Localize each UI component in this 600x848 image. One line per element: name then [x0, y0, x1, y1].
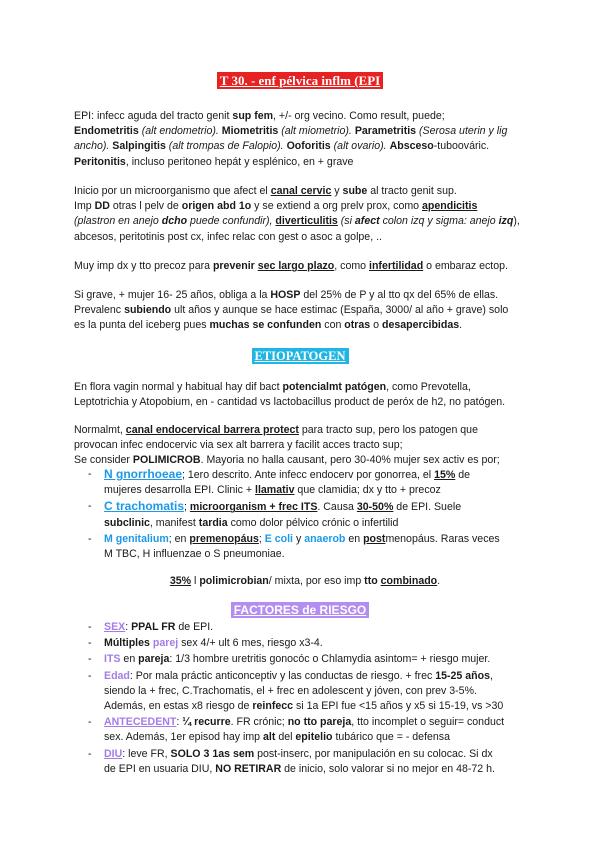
prevenir-paragraph: Muy imp dx y tto precoz para prevenir sec largo plazo, como infertilidad o embaraz ectop. [74, 260, 508, 272]
list-item: - ANTECEDENT: ¼ recurre. FR crónic; no tto pareja, tto incomplet o seguir= conduct sex. Además, 1er episod hay imp alt del epitelio tubárico que = - defensa [88, 716, 505, 744]
flora-paragraph: En flora vagin normal y habitual hay dif bact potencialmt patógen, como Prevotella, Leptotrichia y Atopobium, en - cantidad vs lactobacillus product de peróx de h2, no patógen. [74, 381, 506, 409]
list-item: - DIU: leve FR, SOLO 3 1as sem post-inserc, por manipulación en su colocac. Si dx de EPI en usuaria DIU, NO RETIRAR de inicio, solo valorar si no mejor en 48-72 h. [88, 747, 495, 775]
list-item: - Múltiples parej sex 4/+ ult 6 mes, riesgo x3-4. [88, 637, 323, 650]
inicio-paragraph: Inicio por un microorganismo que afect el canal cervic y sube al tracto genit sup. Imp DD otras l pelv de origen abd 1o y se extiend a org prelv prox, como apendicitis (plastron en anejo dcho puede confundir), diverticulitis (si afect colon izq y sigma: anejo izq), abcesos, peritotinis post cx, infec relac con gest o asoc a golpe, .. [74, 185, 520, 243]
list-item: - SEX: PPAL FR de EPI. [88, 621, 214, 633]
section-etiopatogen [0, 347, 600, 365]
title-row [0, 72, 600, 90]
list-item: - M genitalium; en premenopáus; E coli y anaerob en postmenopáus. Raras veces M TBC, H influenzae o S pneumoniae. [88, 532, 500, 561]
normal-paragraph: Normalmt, canal endocervical barrera protect para tracto sup, pero los patogen que provocan infec endocervic via sex alt barrera y facilit acces tracto sup; Se consider POLIMICROB. Mayoria no halla causant, pero 30-40% mujer sex activ es por; [74, 424, 500, 467]
section-title: FACTORES de RIESGO [231, 602, 369, 618]
list-item: - N gnorrhoeae; 1ero descrito. Ante infecc endocerv por gonorrea, el 15% de mujeres desarrolla EPI. Clinic + llamativ que clamidia; dx y tto + precoz [88, 467, 470, 497]
intro-paragraph: EPI: infecc aguda del tracto genit sup fem, +/- org vecino. Como result, puede; Endometritis (alt endometrio). Miometritis (alt miometrio). Parametritis (Serosa uterin y lig ancho). Salpingitis (alt trompas de Falopio). Ooforitis (alt ovario). Absceso-tuboováric. Peritonitis, incluso peritoneo hepát y esplénico, en + grave [74, 110, 508, 168]
page-title: T 30. - enf pélvica inflm (EPI [217, 72, 383, 89]
section-title: ETIOPATOGEN [252, 348, 349, 364]
grave-paragraph: Si grave, + mujer 16- 25 años, obliga a la HOSP del 25% de P y al tto qx del 65% de ellas. Prevalenc subiendo ult años y aunque se hace estimac (España, 3000/ al año + grave) solo es la punta del iceberg pues muchas se confunden con otras o desapercibidas. [74, 289, 509, 332]
list-item: - C trachomatis; microorganism + frec ITS. Causa 30-50% de EPI. Suele subclinic, manifest tardia como dolor pélvico crónic o infertilid [88, 499, 462, 529]
section-factores-riesgo [0, 601, 600, 619]
causes-list [74, 467, 544, 563]
list-item: - ITS en pareja: 1/3 hombre uretritis gonocóc o Chlamydia asintom= + riesgo mujer. [88, 653, 491, 666]
list-item: - Edad: Por mala práctic anticonceptiv y las conductas de riesgo. + frec 15-25 años, siendo la + frec, C.Trachomatis, el + frec en adolescent y jóven, con prev 3-5%. Además, en estas x8 riesgo de reinfecc si 1a EPI fue <15 años y x5 si 15-19, vs >30 [88, 669, 504, 713]
risk-factors-list [74, 620, 544, 778]
polimicrobian-line: 35% l polimicrobian/ mixta, por eso imp tto combinado. [169, 575, 441, 587]
